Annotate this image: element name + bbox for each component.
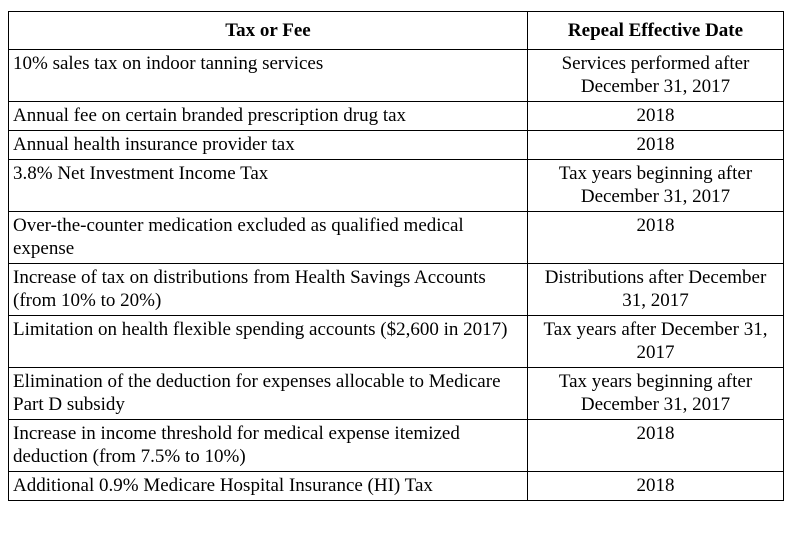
table-row [9, 264, 784, 316]
repeal-date-cell: 2018 [528, 420, 784, 472]
tax-or-fee-cell: Elimination of the deduction for expenses allocable to Medicare Part D subsidy [9, 368, 528, 420]
repeal-date-cell: Tax years beginning after December 31, 2017 [528, 368, 784, 420]
header-repeal-effective-date: Repeal Effective Date [528, 12, 784, 50]
repeal-table-container [8, 11, 783, 501]
header-tax-or-fee: Tax or Fee [9, 12, 528, 50]
table-row [9, 368, 784, 420]
table-row [9, 212, 784, 264]
tax-or-fee-cell: Additional 0.9% Medicare Hospital Insurance (HI) Tax [9, 472, 528, 501]
tax-or-fee-cell: Annual fee on certain branded prescription drug tax [9, 102, 528, 131]
tax-or-fee-cell: Limitation on health flexible spending accounts ($2,600 in 2017) [9, 316, 528, 368]
repeal-date-cell: Tax years beginning after December 31, 2017 [528, 160, 784, 212]
table-row [9, 131, 784, 160]
table-row [9, 160, 784, 212]
repeal-date-cell: 2018 [528, 472, 784, 501]
repeal-date-cell: 2018 [528, 212, 784, 264]
repeal-date-cell: Services performed after December 31, 2017 [528, 50, 784, 102]
tax-or-fee-cell: 10% sales tax on indoor tanning services [9, 50, 528, 102]
repeal-table [8, 11, 784, 501]
tax-or-fee-cell: Over-the-counter medication excluded as qualified medical expense [9, 212, 528, 264]
table-row [9, 50, 784, 102]
tax-or-fee-cell: Increase in income threshold for medical expense itemized deduction (from 7.5% to 10%) [9, 420, 528, 472]
repeal-date-cell: Tax years after December 31, 2017 [528, 316, 784, 368]
table-header-row [9, 12, 784, 50]
repeal-date-cell: 2018 [528, 102, 784, 131]
tax-or-fee-cell: Annual health insurance provider tax [9, 131, 528, 160]
table-row [9, 102, 784, 131]
table-row [9, 472, 784, 501]
repeal-date-cell: 2018 [528, 131, 784, 160]
table-row [9, 316, 784, 368]
tax-or-fee-cell: Increase of tax on distributions from Health Savings Accounts (from 10% to 20%) [9, 264, 528, 316]
repeal-date-cell: Distributions after December 31, 2017 [528, 264, 784, 316]
table-row [9, 420, 784, 472]
tax-or-fee-cell: 3.8% Net Investment Income Tax [9, 160, 528, 212]
